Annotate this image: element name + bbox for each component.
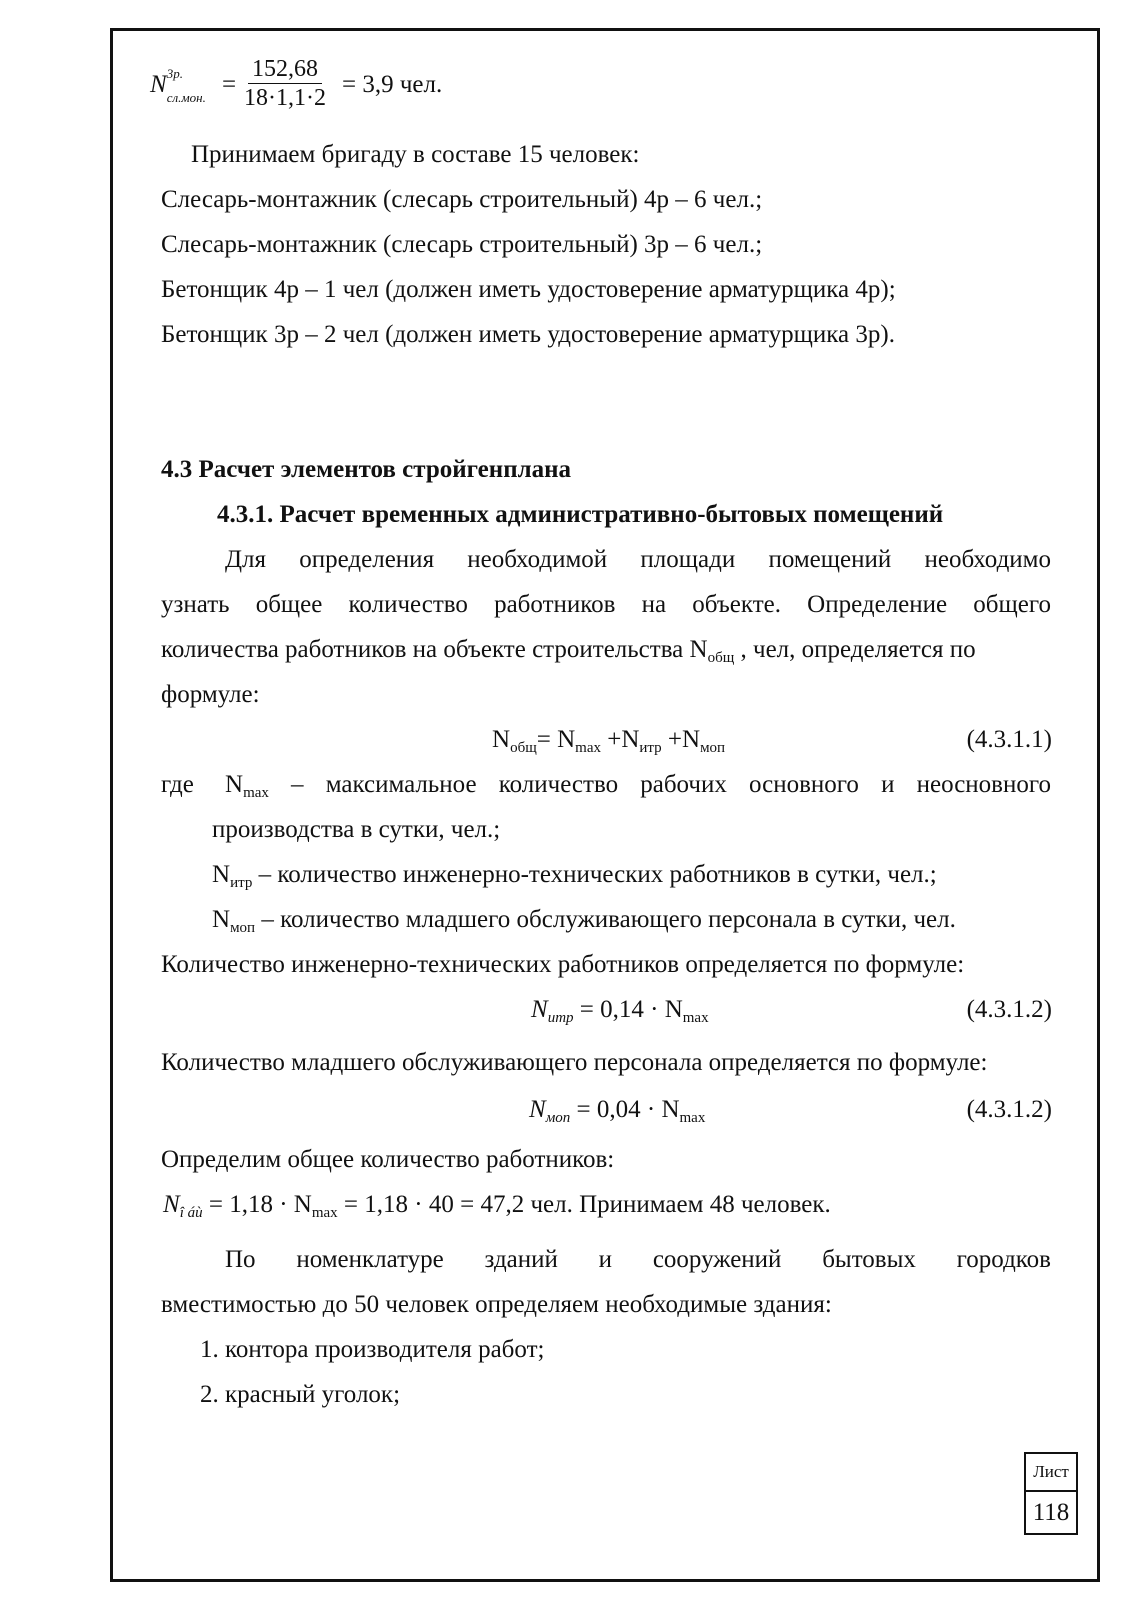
brigade-item: Слесарь-монтажник (слесарь строительный) 3р – 6 чел.; bbox=[161, 231, 763, 258]
where-label: где bbox=[161, 771, 194, 798]
where-item1-line1: $N_{max}$ – максимальное количество рабочих основного и неосновного bbox=[225, 771, 1051, 801]
list-item: 1. контора производителя работ; bbox=[200, 1336, 545, 1363]
list-item: 2. красный уголок; bbox=[200, 1381, 401, 1408]
formula-mop: $N_{моп} = 0,04 \cdot N_{max}$ bbox=[529, 1096, 706, 1126]
sheet-label: Лист bbox=[1033, 1462, 1069, 1481]
brigade-item: Слесарь-монтажник (слесарь строительный) 4р – 6 чел.; bbox=[161, 186, 763, 213]
fraction-numerator: 152,68 bbox=[248, 55, 322, 84]
equation-number: (4.3.1.1) bbox=[966, 726, 1052, 753]
formula-total-workers: $N_{общ}= N_{max} +N_{итр} +N_{моп}$ bbox=[492, 726, 726, 756]
para2-line1: По номенклатуре зданий и сооружений бытовых городков bbox=[225, 1246, 1051, 1273]
mop-text: Количество младшего обслуживающего персонала определяется по формуле: bbox=[161, 1049, 988, 1076]
equation-number: (4.3.1.2) bbox=[966, 1096, 1052, 1123]
sheet-number-box bbox=[1024, 1490, 1078, 1535]
where-item1-line2: производства в сутки, чел.; bbox=[212, 816, 501, 843]
brigade-item: Бетонщик 4р – 1 чел (должен иметь удостоверение арматурщика 4р); bbox=[161, 276, 896, 303]
brigade-item: Бетонщик 3р – 2 чел (должен иметь удостоверение арматурщика 3р). bbox=[161, 321, 895, 348]
where-item3: $N_{моп}$ – количество младшего обслуживающего персонала в сутки, чел. bbox=[212, 906, 956, 936]
brigade-intro: Принимаем бригаду в составе 15 человек: bbox=[191, 141, 640, 168]
sheet-label-box bbox=[1024, 1452, 1078, 1492]
top-formula-eq: = bbox=[222, 71, 237, 98]
total-text: Определим общее количество работников: bbox=[161, 1146, 615, 1173]
para1-line2: узнать общее количество работников на объекте. Определение общего bbox=[161, 591, 1051, 618]
itr-text: Количество инженерно-технических работников определяется по формуле: bbox=[161, 951, 965, 978]
fraction-denominator: 18·1,1·2 bbox=[244, 85, 326, 111]
para1-line4: формуле: bbox=[161, 681, 260, 708]
section-heading: 4.3 Расчет элементов стройгенплана bbox=[161, 456, 572, 483]
top-formula-result: = 3,9 чел. bbox=[342, 71, 443, 98]
formula-total-calc: $N_{î áù} = 1,18 \cdot N_{max} = 1,18 \cdot 40 = 47,2$ чел. Принимаем 48 человек. bbox=[163, 1191, 831, 1221]
equation-number: (4.3.1.2) bbox=[966, 996, 1052, 1023]
para1-line3: количества работников на объекте строительства $N_{общ}$ , чел, определяется по bbox=[161, 636, 976, 666]
subsection-heading: 4.3.1. Расчет временных административно-бытовых помещений bbox=[217, 501, 944, 528]
top-formula-lhs: N 3р. сл.мон. bbox=[150, 66, 206, 105]
top-formula-fraction bbox=[240, 55, 330, 112]
para2-line2: вместимостью до 50 человек определяем необходимые здания: bbox=[161, 1291, 832, 1318]
formula-itr: $N_{итр} = 0,14 \cdot N_{max}$ bbox=[531, 996, 709, 1026]
para1-line1: Для определения необходимой площади помещений необходимо bbox=[225, 546, 1051, 573]
sheet-number: 118 bbox=[1032, 1499, 1070, 1526]
where-item2: $N_{итр}$ – количество инженерно-технических работников в сутки, чел.; bbox=[212, 861, 937, 891]
